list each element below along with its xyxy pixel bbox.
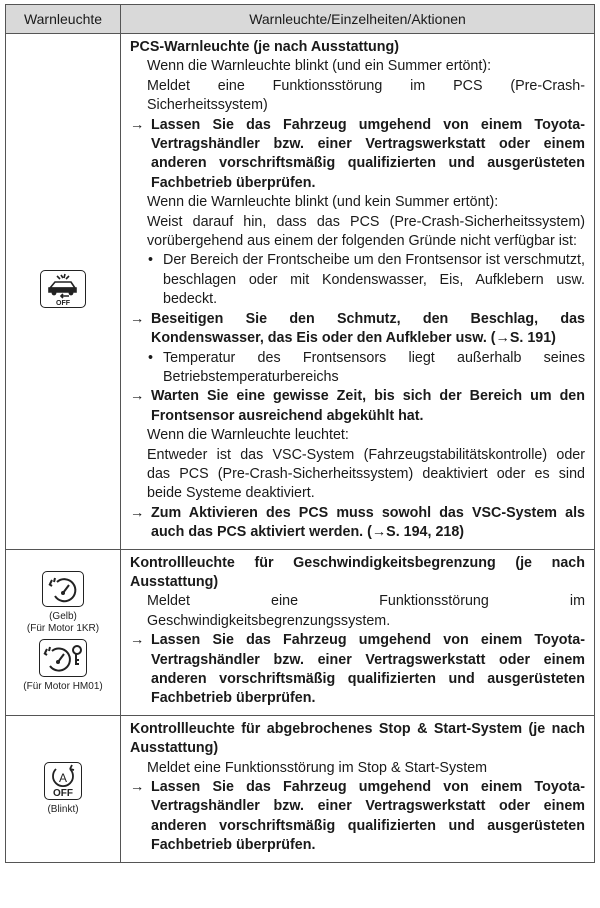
table-row-speed-limiter [6, 549, 595, 715]
svg-text:OFF: OFF [56, 300, 70, 308]
action-item: → Lassen Sie das Fahrzeug umgehend von einem Toyota-Vertragshändler bzw. einer Vertragswerkstatt oder einem anderen vorschriftsmäßig qualifizierten und ausgerüsteten Fachbetrieb überprüfen. [130, 779, 585, 854]
column-header-details: Warnleuchte/Einzelheiten/Aktionen [121, 5, 595, 34]
description-text: Meldet eine Funktionsstörung im Stop & Start-System [147, 759, 488, 776]
bullet-icon: • [148, 349, 154, 366]
svg-text:A: A [58, 770, 68, 785]
pcs-off-icon [40, 270, 86, 308]
arrow-icon: → [130, 504, 145, 521]
arrow-icon: → [130, 116, 145, 133]
description-text: Weist darauf hin, dass das PCS (Pre-Crash-Sicherheitssystem) vorübergehend aus einem der folgenden Gründe nicht verfügbar ist: [147, 213, 585, 250]
column-header-warnleuchte: Warnleuchte [6, 5, 121, 34]
icon-cell-pcs [6, 34, 121, 550]
action-item: → Zum Aktivieren des PCS muss sowohl das VSC-System als auch das PCS aktiviert werden. (→S. 194, 218) [130, 504, 585, 541]
icon-cell-speed-limiter [6, 549, 121, 715]
table-header-row [6, 5, 595, 34]
arrow-icon: → [130, 779, 145, 796]
speed-limiter-icon [42, 571, 84, 607]
description-text: Meldet eine Funktionsstörung im Geschwindigkeitsbegrenzungssystem. [147, 593, 585, 629]
row-title-pcs: PCS-Warnleuchte (je nach Ausstattung) [130, 39, 400, 55]
table-row-stop-start [6, 715, 595, 862]
caption-engine-1kr: (Für Motor 1KR) [26, 623, 100, 635]
arrow-icon: → [130, 310, 145, 327]
speed-limiter-wrench-icon [39, 639, 87, 677]
details-cell-pcs [121, 34, 595, 550]
action-item: → Warten Sie eine gewisse Zeit, bis sich der Bereich um den Frontsensor ausreichend abgekühlt hat. [130, 388, 585, 424]
warning-light-table-wrapper [5, 4, 595, 863]
arrow-icon: → [130, 388, 145, 405]
action-item: → Beseitigen Sie den Schmutz, den Beschlag, das Kondenswasser, das Eis oder den Aufkleber usw. (→S. 191) [130, 310, 585, 347]
row-title-speed-limiter: Kontrollleuchte für Geschwindigkeitsbegrenzung (je nach Ausstattung) [130, 554, 585, 590]
description-text: Entweder ist das VSC-System (Fahrzeugstabilitätskontrolle) oder das PCS (Pre-Crash-Sicherheitssystem) deaktiviert oder es sind beide Systeme deaktiviert. [147, 446, 585, 502]
details-cell-speed-limiter [121, 549, 595, 715]
bullet-item: • Der Bereich der Frontscheibe um den Frontsensor ist verschmutzt, beschlagen oder mit Kondenswasser, Eis, Aufklebern usw. bedeckt. [148, 252, 585, 308]
details-cell-stop-start [121, 715, 595, 862]
caption-engine-hm01: (Für Motor HM01) [23, 681, 103, 693]
bullet-item: • Temperatur des Frontsensors liegt außerhalb seines Betriebstemperaturbereichs [148, 349, 585, 385]
description-text: Meldet eine Funktionsstörung im PCS (Pre-Crash-Sicherheitssystem) [147, 77, 585, 114]
bullet-icon: • [148, 252, 154, 269]
condition-text: Wenn die Warnleuchte blinkt (und kein Summer ertönt): [147, 194, 499, 211]
condition-text: Wenn die Warnleuchte blinkt (und ein Summer ertönt): [147, 58, 492, 75]
condition-text: Wenn die Warnleuchte leuchtet: [147, 427, 349, 444]
stop-start-off-icon [44, 762, 82, 800]
row-title-stop-start: Kontrollleuchte für abgebrochenes Stop & Start-System (je nach Ausstattung) [130, 720, 585, 757]
caption-color: (Gelb) [49, 611, 77, 623]
warning-light-table [5, 4, 595, 863]
icon-cell-stop-start [6, 715, 121, 862]
svg-text:OFF: OFF [53, 787, 73, 799]
caption-blinking: (Blinkt) [47, 803, 79, 815]
arrow-icon: → [130, 632, 145, 649]
table-row-pcs [6, 34, 595, 550]
action-item: → Lassen Sie das Fahrzeug umgehend von einem Toyota-Vertragshändler bzw. einer Vertragswerkstatt oder einem anderen vorschriftsmäßig qualifizierten und ausgerüsteten Fachbetrieb überprüfen. [130, 116, 585, 191]
action-item: → Lassen Sie das Fahrzeug umgehend von einem Toyota-Vertragshändler bzw. einer Vertragswerkstatt oder einem anderen vorschriftsmäßig qualifizierten und ausgerüsteten Fachbetrieb überprüfen. [130, 632, 585, 707]
